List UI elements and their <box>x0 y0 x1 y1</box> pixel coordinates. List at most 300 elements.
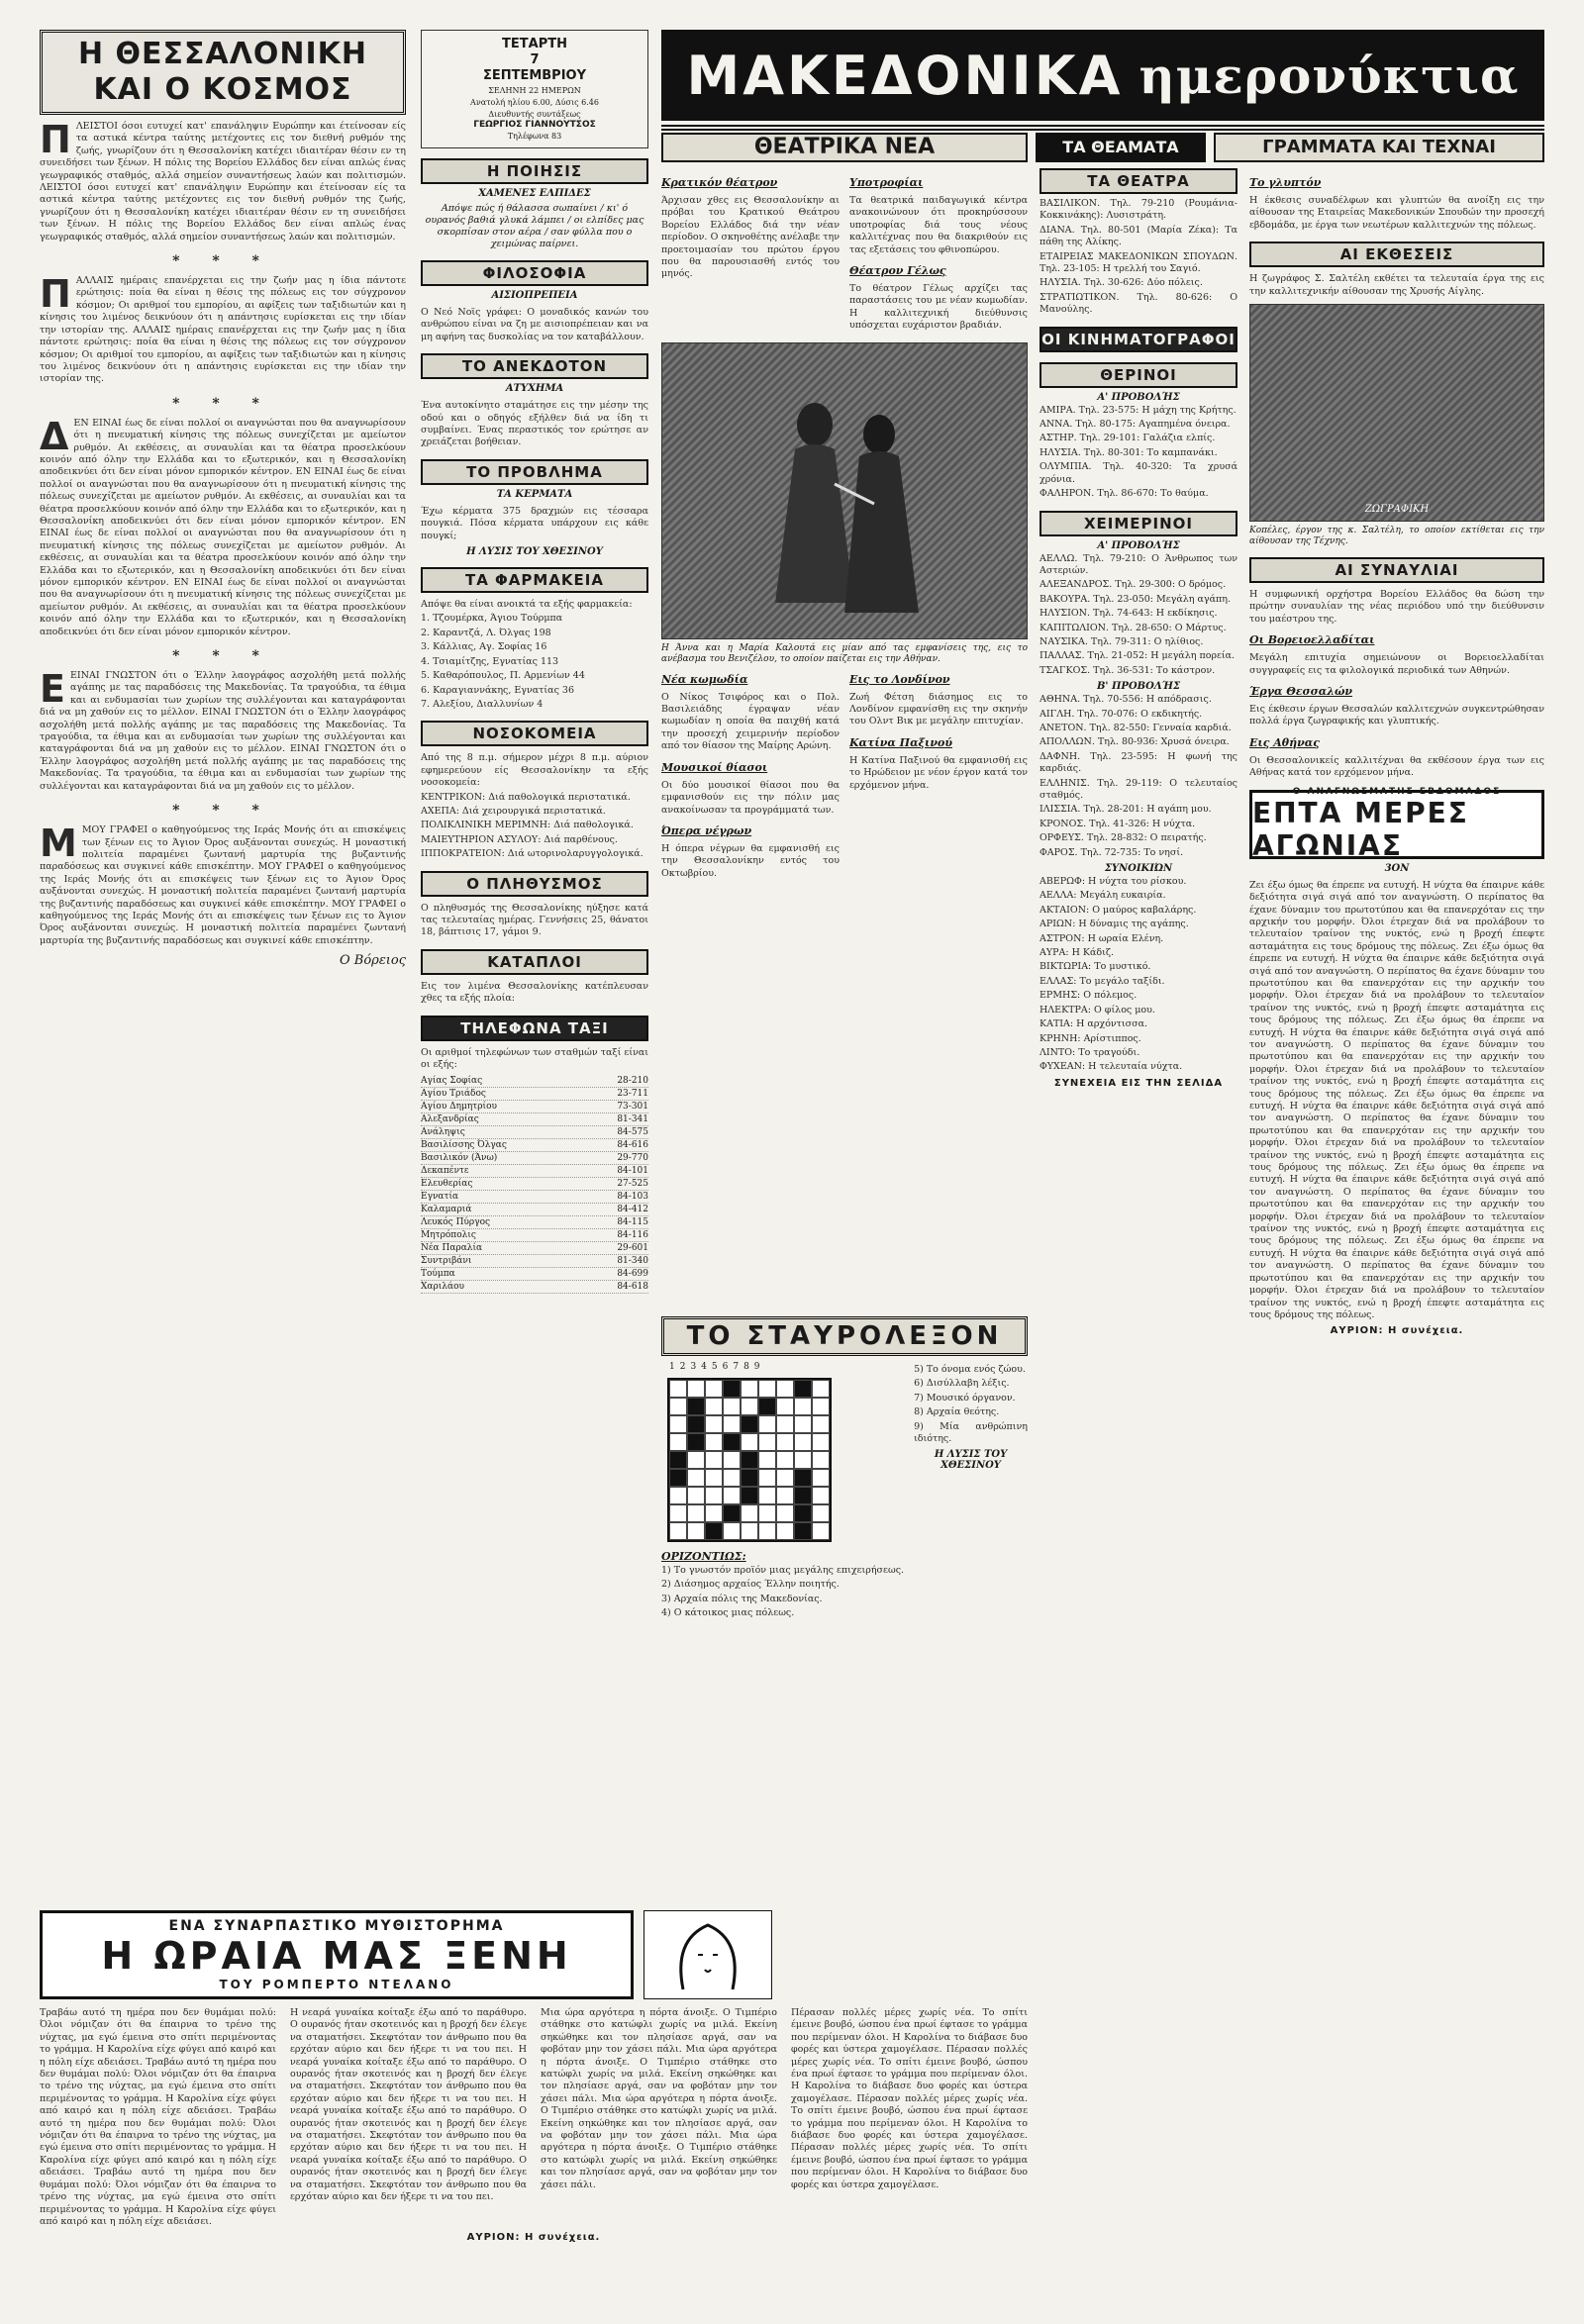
taxi-number: 84-412 <box>617 1205 648 1215</box>
crossword-cell[interactable] <box>776 1487 794 1504</box>
cinema-item: ΕΛΛΑΣ: Το μεγάλο ταξίδι. <box>1040 975 1165 987</box>
crossword-black-cell <box>741 1451 758 1469</box>
article-text: Ζωή Φέτση διάσημος εις το Λονδίνον εμφανίσθη εις την σκηνήν του Ολντ Βικ με μεγάλην επιτυχίαν. <box>849 691 1028 727</box>
cinema-item: ΗΛΥΣΙΟΝ. Τηλ. 74-643: Η εκδίκησις. <box>1040 608 1218 620</box>
crossword-cell[interactable] <box>812 1451 830 1469</box>
cinema-item: ΑΕΛΛΑ: Μεγάλη ευκαιρία. <box>1040 890 1166 902</box>
pharmacy-item: 4. Τσιαμίτζης, Εγνατίας 113 <box>421 655 559 667</box>
cinema-item: ΑΘΗΝΑ. Τηλ. 70-556: Η απόδρασις. <box>1040 694 1212 706</box>
crossword-cell[interactable] <box>669 1487 687 1504</box>
crossword-cell[interactable] <box>794 1415 812 1433</box>
letters-arts-heading: ΓΡΑΜΜΑΤΑ ΚΑΙ ΤΕΧΝΑΙ <box>1214 133 1544 162</box>
crossword-cell[interactable] <box>812 1415 830 1433</box>
crossword-cell[interactable] <box>776 1398 794 1415</box>
serial-continued: ΑΥΡΙΟΝ: Η συνέχεια. <box>1330 1325 1464 1337</box>
crossword-cell[interactable] <box>687 1504 705 1522</box>
article-text: Εις έκθεσιν έργων Θεσσαλών καλλιτεχνών συγκεντρώθησαν πολλά έργα ζωγραφικής και γλυπτικής. <box>1249 704 1544 727</box>
newspaper-page <box>40 30 1544 2296</box>
cinemas-list <box>1040 405 1238 501</box>
taxi-number: 27-525 <box>617 1179 648 1190</box>
cinemas-list <box>1040 876 1238 1074</box>
hospital-item: ΚΕΝΤΡΙΚΟΝ: Διά παθολογικά περιστατικά. <box>421 791 631 803</box>
weekday: ΤΕΤΑΡΤΗ <box>502 37 567 51</box>
crossword-cell[interactable] <box>812 1398 830 1415</box>
theatre-news-heading: ΘΕΑΤΡΙΚΑ ΝΕΑ <box>661 133 1028 162</box>
concerts-heading: ΑΙ ΣΥΝΑΥΛΙΑΙ <box>1249 557 1544 583</box>
date-box <box>421 30 648 148</box>
serial-episode: 3ΟΝ <box>1384 862 1410 874</box>
crossword-cell[interactable] <box>812 1504 830 1522</box>
serial-text: Ζει έξω όμως θα έπρεπε να ευτυχή. Η νύχτα θα έπαιρνε κάθε δεξιότητα σιγά σιγά από τον αναγνώστη. Ο περίπατος θα έχανε δύναμιν του πρωτοτύπου και θα επανερχόταν εις την αρχικήν του μορφήν. Όλοι έτρεχαν διά να προλάβουν το τελευταίον τραίνον της νυκτός, ενώ η βροχή έπεφτε ασταμάτητα εις τους δρόμους της πόλεως. Ζει έξω όμως θα έπρεπε να ευτυχή. Η νύχτα θα έπαιρνε κάθε δεξιότητα σιγά σιγά από τον αναγνώστη. Ο περίπατος θα έχανε δύναμιν του πρωτοτύπου και θα επανερχόταν εις την αρχικήν του μορφήν. Όλοι έτρεχαν διά να προλάβουν το τελευταίον τραίνον της νυκτός, ενώ η βροχή έπεφτε ασταμάτητα εις τους δρόμους της πόλεως. Ζει έξω όμως θα έπρεπε να ευτυχή. Η νύχτα θα έπαιρνε κάθε δεξιότητα σιγά σιγά από τον αναγνώστη. Ο περίπατος θα έχανε δύναμιν του πρωτοτύπου και θα επανερχόταν εις την αρχικήν του μορφήν. Όλοι έτρεχαν διά να προλάβουν το τελευταίον τραίνον της νυκτός, ενώ η βροχή έπεφτε ασταμάτητα εις τους δρόμους της πόλεως. Ζει έξω όμως θα έπρεπε να ευτυχή. Η νύχτα θα έπαιρνε κάθε δεξιότητα σιγά σιγά από τον αναγνώστη. Ο περίπατος θα έχανε δύναμιν του πρωτοτύπου και θα επανερχόταν εις την αρχικήν του μορφήν. Όλοι έτρεχαν διά να προλάβουν το τελευταίον τραίνον της νυκτός, ενώ η βροχή έπεφτε ασταμάτητα εις τους δρόμους της πόλεως. Ζει έξω όμως θα έπρεπε να ευτυχή. Η νύχτα θα έπαιρνε κάθε δεξιότητα σιγά σιγά από τον αναγνώστη. Ο περίπατος θα έχανε δύναμιν του πρωτοτύπου και θα επανερχόταν εις την αρχικήν του μορφήν. Όλοι έτρεχαν διά να προλάβουν το τελευταίον τραίνον της νυκτός, ενώ η βροχή έπεφτε ασταμάτητα εις τους δρόμους της πόλεως. Ζει έξω όμως θα έπρεπε να ευτυχή. Η νύχτα θα έπαιρνε κάθε δεξιότητα σιγά σιγά από τον αναγνώστη. Ο περίπατος θα έχανε δύναμιν του πρωτοτύπου και θα επανερχόταν εις την αρχικήν του μορφήν. Όλοι έτρεχαν διά να προλάβουν το τελευταίον τραίνον της νυκτός, ενώ η βροχή έπεφτε ασταμάτητα εις τους δρόμους της πόλεως. <box>1249 879 1544 1320</box>
crossword-black-cell <box>741 1415 758 1433</box>
crossword-cell[interactable] <box>794 1451 812 1469</box>
crossword-title: ΤΟ ΣΤΑΥΡΟΛΕΞΟΝ <box>661 1316 1028 1356</box>
article-subheading: Θέατρον Γέλως <box>849 264 946 278</box>
taxi-number: 23-711 <box>617 1089 648 1100</box>
anecdote-text: Ένα αυτοκίνητο σταμάτησε εις την μέσην της οδού και ο οδηγός εξήλθεν διά να ίδη τι συμβαίνει. Ένας περαστικός τον ερώτησε αν χρειάζεται βοήθειαν. <box>421 400 648 448</box>
cinema-item: ΑΣΤΡΟΝ: Η ωραία Ελένη. <box>1040 932 1164 944</box>
crossword-cell[interactable] <box>741 1522 758 1540</box>
serial-pre: Ο ΑΝΑΓΝΩΣΜΑΤΗΣ ΕΒΔΟΜΑΔΟΣ <box>1292 786 1502 797</box>
taxi-number: 84-116 <box>617 1230 648 1241</box>
crossword-cell[interactable] <box>723 1469 741 1487</box>
crossword-cell[interactable] <box>705 1451 723 1469</box>
population-text: Ο πληθυσμός της Θεσσαλονίκης ηύξησε κατά τας τελευταίας ημέρας. Γεννήσεις 25, θάνατοι 18, βάπτισις 17, γάμοι 9. <box>421 902 648 938</box>
crossword-cell[interactable] <box>758 1380 776 1398</box>
article-subheading: Κατίνα Παξινού <box>849 735 952 749</box>
crossword-cell[interactable] <box>812 1380 830 1398</box>
taxi-row <box>421 1101 648 1114</box>
column-letters-arts <box>1249 168 1544 2296</box>
theatre-photo <box>661 342 1028 639</box>
crossword-cell[interactable] <box>723 1487 741 1504</box>
crossword-cell[interactable] <box>723 1522 741 1540</box>
taxi-row <box>421 1281 648 1294</box>
separator: * * * <box>172 253 273 270</box>
crossword-cell[interactable] <box>723 1451 741 1469</box>
theatre-item: ΔΙΑΝΑ. Τηλ. 80-501 (Μαρία Ζέκα): Τα πάθη της Αλίκης. <box>1040 224 1238 248</box>
cinema-item: ΑΜΙΡΑ. Τηλ. 23-575: Η μάχη της Κρήτης. <box>1040 404 1237 416</box>
theatres-list <box>1040 198 1238 317</box>
pharmacy-item: 6. Καραγιαννάκης, Εγνατίας 36 <box>421 684 574 696</box>
shows-heading: ΤΑ ΘΕΑΜΑΤΑ <box>1036 133 1206 162</box>
crossword-black-cell <box>794 1469 812 1487</box>
taxi-row <box>421 1178 648 1191</box>
crossword-black-cell <box>687 1398 705 1415</box>
cinema-item: ΚΡΗΝΗ: Αρίστιππος. <box>1040 1032 1141 1044</box>
article-subheading: Εις το Λονδίνον <box>849 672 950 686</box>
crossword-cell[interactable] <box>705 1415 723 1433</box>
taxi-heading: ΤΗΛΕΦΩΝΑ ΤΑΞΙ <box>421 1016 648 1041</box>
serial-title: ΕΠΤΑ ΜΕΡΕΣ ΑΓΩΝΙΑΣ <box>1252 796 1469 862</box>
crossword-cell[interactable] <box>812 1487 830 1504</box>
masthead-part1: ΜΑΚΕΔΟΝΙΚΑ <box>686 44 1124 107</box>
taxi-row <box>421 1268 648 1281</box>
taxi-stand-name: Αγίου Δημητρίου <box>421 1102 497 1113</box>
publisher-phone: Τηλέφωνα 83 <box>507 132 562 141</box>
column-theatre <box>661 168 1028 1307</box>
hospitals-intro: Από της 8 π.μ. σήμερον μέχρι 8 π.μ. αύριον εφημερεύουν είς Θεσσαλονίκην τα εξής νοσοκομεία: <box>421 752 648 789</box>
taxi-number: 81-340 <box>617 1256 648 1267</box>
cinema-item: ΝΑΥΣΙΚΑ. Τηλ. 79-311: Ο ηλίθιος. <box>1040 635 1204 647</box>
article-paragraph: ΠΑΛΛΑΙΣ ημέραις επανέρχεται εις την ζωήν μας η ίδια πάντοτε ερώτησις: ποία θα είναι η θέσις της πόλεως εις τον σύγχρονον κόσμον; Οι αριθμοί του εμπορίου, αι αφίξεις των ταξιδιωτών και η κίνησις του λιμένος δεικνύουν ότι η απάντησις ευρίσκεται εις την ιδίαν την ιστορίαν της. ΑΛΛΑΙΣ ημέραις επανέρχεται εις την ζωήν μας η ίδια πάντοτε ερώτησις: ποία θα είναι η θέσις της πόλεως εις τον σύγχρονον κόσμον; Οι αριθμοί του εμπορίου, αι αφίξεις των ταξιδιωτών και η κίνησις του λιμένος δεικνύουν ότι η απάντησις ευρίσκεται εις την ιδίαν την ιστορίαν της. <box>40 272 406 385</box>
masthead-rule <box>661 125 1544 131</box>
theatre-item: ΕΤΑΙΡΕΙΑΣ ΜΑΚΕΔΟΝΙΚΩΝ ΣΠΟΥΔΩΝ. Τηλ. 23-105: Η τρελλή του Σαγιό. <box>1040 250 1238 275</box>
crossword-numbers: 123456789 <box>669 1362 765 1372</box>
photo-caption: Η Άννα και η Μαρία Καλουτά εις μίαν από τας εμφανίσεις της, εις το ανέβασμα του Βενιζέλου, το οποίον παίζεται εις την Αθήναν. <box>661 642 1028 664</box>
crossword-cell[interactable] <box>705 1504 723 1522</box>
crossword-cell[interactable] <box>776 1469 794 1487</box>
pharmacies-heading: ΤΑ ΦΑΡΜΑΚΕΙΑ <box>421 567 648 593</box>
crossword-cell[interactable] <box>812 1522 830 1540</box>
section-headers <box>661 133 1544 162</box>
cinema-item: ΑΡΙΩΝ: Η δύναμις της αγάπης. <box>1040 919 1189 930</box>
crossword-cell[interactable] <box>687 1522 705 1540</box>
crossword-cell[interactable] <box>776 1415 794 1433</box>
theatre-item: ΣΤΡΑΤΙΩΤΙΚΟΝ. Τηλ. 80-626: Ο Μανούλης. <box>1040 291 1238 316</box>
article-subheading: Το γλυπτόν <box>1249 176 1322 189</box>
cinema-item: ΑΙΓΛΗ. Τηλ. 70-076: Ο εκδικητής. <box>1040 708 1203 720</box>
crossword-black-cell <box>669 1451 687 1469</box>
hospital-item: ΠΟΛΙΚΛΙΝΙΚΗ ΜΕΡΙΜΝΗ: Διά παθολογικά. <box>421 820 634 831</box>
problem-heading: ΤΟ ΠΡΟΒΛΗΜΑ <box>421 459 648 485</box>
crossword-cell[interactable] <box>687 1380 705 1398</box>
crossword-clue: 5) Το όνομα ενός ζώου. <box>914 1364 1026 1375</box>
taxi-row <box>421 1114 648 1126</box>
crossword-clue: 3) Αρχαία πόλις της Μακεδονίας. <box>661 1593 823 1604</box>
crossword-black-cell <box>687 1415 705 1433</box>
first-run-heading: Α' ΠΡΟΒΟΛΉΣ <box>1097 539 1180 551</box>
novel-columns <box>40 2007 1028 2228</box>
taxi-row <box>421 1204 648 1216</box>
taxi-number: 84-103 <box>617 1192 648 1203</box>
crossword-cell[interactable] <box>741 1433 758 1451</box>
novel-continued: ΑΥΡΙΟΝ: Η συνέχεια. <box>466 2232 601 2244</box>
crossword-black-cell <box>758 1398 776 1415</box>
cinema-item: ΑΕΛΛΩ. Τηλ. 79-210: Ο Άνθρωπος των Αστεριών. <box>1040 552 1238 576</box>
column-info <box>421 30 648 1900</box>
cinema-item: ΙΛΙΣΣΙΑ. Τηλ. 28-201: Η αγάπη μου. <box>1040 804 1212 816</box>
crossword-cell[interactable] <box>723 1398 741 1415</box>
crossword-cell[interactable] <box>758 1504 776 1522</box>
cinema-item: ΕΡΜΗΣ: Ο πόλεμος. <box>1040 990 1138 1002</box>
philosophy-title: ΑΙΣΙΟΠΡΕΠΕΙΑ <box>491 290 578 301</box>
crossword-cell[interactable] <box>758 1451 776 1469</box>
taxi-row <box>421 1152 648 1165</box>
separator: * * * <box>172 803 273 820</box>
crossword-cell[interactable] <box>741 1398 758 1415</box>
arrivals-heading: ΚΑΤΑΠΛΟΙ <box>421 949 648 975</box>
crossword-cell[interactable] <box>705 1398 723 1415</box>
article-subheading: Έργα Θεσσαλών <box>1249 685 1353 699</box>
taxi-row <box>421 1191 648 1204</box>
crossword-black-cell <box>705 1522 723 1540</box>
publisher-label: Διευθυντής συντάξεως <box>488 110 581 119</box>
crossword-cell[interactable] <box>687 1487 705 1504</box>
painting-label: ΖΩΓΡΑΦΙΚΗ <box>1364 504 1430 516</box>
taxi-number: 84-575 <box>617 1127 648 1138</box>
cinema-item: ΚΡΟΝΟΣ. Τηλ. 41-326: Η νύχτα. <box>1040 818 1196 829</box>
novel-text: Τραβάω αυτό τη ημέρα που δεν θυμάμαι πολύ: Όλοι νόμιζαν ότι θα έπαιρνα το τρένο της νύχτας, μα εγώ έμεινα στο σπίτι περιμένοντας το γράμμα. Η Καρολίνα είχε φύγει από καιρό και η πόλη είχε αδειάσει. Τραβάω αυτό τη ημέρα που δεν θυμάμαι πολύ: Όλοι νόμιζαν ότι θα έπαιρνα το τρένο της νύχτας, μα εγώ έμεινα στο σπίτι περιμένοντας το γράμμα. Η Καρολίνα είχε φύγει από καιρό και η πόλη είχε αδειάσει. Τραβάω αυτό τη ημέρα που δεν θυμάμαι πολύ: Όλοι νόμιζαν ότι θα έπαιρνα το τρένο της νύχτας, μα εγώ έμεινα στο σπίτι περιμένοντας το γράμμα. Η Καρολίνα είχε φύγει από καιρό και η πόλη είχε αδειάσει. Τραβάω αυτό τη ημέρα που δεν θυμάμαι πολύ: Όλοι νόμιζαν ότι θα έπαιρνα το τρένο της νύχτας, μα εγώ έμεινα στο σπίτι περιμένοντας το γράμμα. Η Καρολίνα είχε φύγει από καιρό και η πόλη είχε αδειάσει. <box>40 2007 276 2227</box>
crossword-cell[interactable] <box>758 1469 776 1487</box>
separator: * * * <box>172 395 273 412</box>
taxi-stand-name: Χαριλάου <box>421 1282 464 1293</box>
cinema-item: ΑΛΕΞΑΝΔΡΟΣ. Τηλ. 29-300: Ο δρόμος. <box>1040 579 1227 591</box>
crossword-cell[interactable] <box>669 1415 687 1433</box>
cinema-item: ΑΥΡΑ: Η Κάδιζ. <box>1040 947 1115 959</box>
hospitals-heading: ΝΟΣΟΚΟΜΕΙΑ <box>421 721 648 746</box>
taxi-stand-name: Αγίου Τριάδος <box>421 1089 486 1100</box>
taxi-row <box>421 1075 648 1088</box>
theatre-item: ΗΛΥΣΙΑ. Τηλ. 30-626: Δύο πόλεις. <box>1040 277 1203 289</box>
headline-box <box>40 30 406 115</box>
crossword-cell[interactable] <box>758 1522 776 1540</box>
article-paragraph: ΠΛΕΙΣΤΟΙ όσοι ευτυχεί κατ' επανάληψιν Ευρώπην και έτείνοσαν είς τα αστικά κέντρα ταύτης μετέχοντες εις τον διεθνή ρυθμόν της ζωής, γνωρίζουν ότι η Θεσσαλονίκη κατέχει ιδιαιτέραν θέσιν εν τη συνειδήσει των ξένων. Η πόλις της Βορείου Ελλάδος δεν είναι απλώς ένας γεωγραφικός σταθμός, αλλά σημείον συναντήσεως λαών και πολιτισμών. ΛΕΙΣΤΟΙ όσοι ευτυχεί κατ' επανάληψιν Ευρώπην και έτείνοσαν είς τα αστικά κέντρα ταύτης μετέχοντες εις τον διεθνή ρυθμόν της ζωής, γνωρίζουν ότι η Θεσσαλονίκη κατέχει ιδιαιτέραν θέσιν εν τη συνειδήσει των ξένων. Η πόλις της Βορείου Ελλάδος δεν είναι απλώς ένας γεωγραφικός σταθμός, αλλά σημείον συναντήσεως λαών και πολιτισμών. <box>40 118 406 242</box>
article-text: Οι δύο μουσικοί θίασοι που θα εμφανισθούν εις την πόλιν μας ανακοίνωσαν τα προγράμματά των. <box>661 779 840 816</box>
sun-info: Ανατολή ηλίου 6.00, Δύσις 6.46 <box>470 98 599 107</box>
crossword-clues <box>914 1364 1028 1445</box>
crossword-section <box>661 1316 1028 1900</box>
poem-title: ΧΑΜΕΝΕΣ ΕΛΠΙΔΕΣ <box>478 188 591 199</box>
crossword-cell[interactable] <box>741 1380 758 1398</box>
column-thessaloniki <box>40 30 406 1900</box>
cinema-item: ΦΥΧΕΑΝ: Η τελευταία νύχτα. <box>1040 1061 1183 1073</box>
crossword-cell[interactable] <box>794 1398 812 1415</box>
masthead <box>661 30 1544 121</box>
hospital-item: ΑΧΕΠΑ: Διά χειρουργικά περιστατικά. <box>421 805 606 817</box>
day-number: 7 <box>530 52 540 67</box>
crossword-black-cell <box>723 1380 741 1398</box>
cinema-item: ΑΚΤΑΙΟΝ: Ο μαύρος καβαλάρης. <box>1040 904 1197 916</box>
crossword-cell[interactable] <box>669 1398 687 1415</box>
continued-note: ΣΥΝΕΧΕΙΑ ΕΙΣ ΤΗΝ ΣΕΛΙΔΑ <box>1053 1077 1224 1089</box>
crossword-cell[interactable] <box>776 1504 794 1522</box>
separator: * * * <box>172 648 273 665</box>
crossword-cell[interactable] <box>687 1451 705 1469</box>
article-text: Η όπερα νέγρων θα εμφανισθή εις την Θεσσαλονίκην εντός του Οκτωβρίου. <box>661 842 840 879</box>
article-text: Το θέατρον Γέλως αρχίζει τας παραστάσεις του με νέαν κωμωδίαν. Η καλλιτεχνική διεύθυνσις υπόσχεται ευχάριστον βραδιάν. <box>849 283 1028 332</box>
first-run-heading: Α' ΠΡΟΒΟΛΉΣ <box>1097 391 1180 403</box>
hospital-item: ΙΠΠΟΚΡΑΤΕΙΟΝ: Διά ωτορινολαρυγγολογικά. <box>421 848 644 860</box>
crossword-cell[interactable] <box>705 1487 723 1504</box>
taxi-row <box>421 1216 648 1229</box>
novel-text: Η νεαρά γυναίκα κοίταξε έξω από το παράθυρο. Ο ουρανός ήταν σκοτεινός και η βροχή δεν έλεγε να σταματήσει. Σκεφτόταν τον άνθρωπο που θα ερχόταν αύριο και δεν ήξερε τι να του πει. Η νεαρά γυναίκα κοίταξε έξω από το παράθυρο. Ο ουρανός ήταν σκοτεινός και η βροχή δεν έλεγε να σταματήσει. Σκεφτόταν τον άνθρωπο που θα ερχόταν αύριο και δεν ήξερε τι να του πει. Η νεαρά γυναίκα κοίταξε έξω από το παράθυρο. Ο ουρανός ήταν σκοτεινός και η βροχή δεν έλεγε να σταματήσει. Σκεφτόταν τον άνθρωπο που θα ερχόταν αύριο και δεν ήξερε τι να του πει. Η νεαρά γυναίκα κοίταξε έξω από το παράθυρο. Ο ουρανός ήταν σκοτεινός και η βροχή δεν έλεγε να σταματήσει. Σκεφτόταν τον άνθρωπο που θα ερχόταν αύριο και δεν ήξερε τι να του πει. <box>290 2007 528 2203</box>
taxi-number: 29-770 <box>617 1153 648 1164</box>
crossword-clue: 4) Ο κάτοικος μιας πόλεως. <box>661 1607 795 1619</box>
theatres-heading: ΤΑ ΘΕΑΤΡΑ <box>1040 168 1238 194</box>
taxi-row <box>421 1242 648 1255</box>
taxi-stand-name: Καλαμαριά <box>421 1205 472 1215</box>
taxi-intro: Οι αριθμοί τηλεφώνων των σταθμών ταξί είναι οι εξής: <box>421 1046 648 1070</box>
taxi-stand-name: Νέα Παραλία <box>421 1243 483 1254</box>
taxi-stand-name: Αλεξανδρίας <box>421 1114 479 1125</box>
taxi-stand-name: Βασιλικόν (Άνω) <box>421 1153 498 1164</box>
cinema-item: ΦΑΛΗΡΟΝ. Τηλ. 86-670: Το θαύμα. <box>1040 488 1209 500</box>
taxi-stand-name: Τούμπα <box>421 1269 455 1280</box>
crossword-cell[interactable] <box>794 1433 812 1451</box>
crossword-black-cell <box>687 1433 705 1451</box>
crossword-clue: 1) Το γνωστόν προϊόν μιας μεγάλης επιχειρήσεως. <box>661 1565 905 1576</box>
exhibitions-heading: ΑΙ ΕΚΘΕΣΕΙΣ <box>1249 242 1544 267</box>
crossword-black-cell <box>741 1469 758 1487</box>
crossword-black-cell <box>723 1504 741 1522</box>
article-text: Οι Θεσσαλονικείς καλλιτέχναι θα εκθέσουν έργα των εις Αθήνας κατά τον ερχόμενον μήνα. <box>1249 754 1544 779</box>
second-run-heading: Β' ΠΡΟΒΟΛΉΣ <box>1096 681 1181 693</box>
cinema-item: ΔΑΦΝΗ. Τηλ. 23-595: Η φωνή της καρδιάς. <box>1040 750 1238 775</box>
cinema-item: ΑΝΝΑ. Τηλ. 80-175: Αγαπημένα όνειρα. <box>1040 419 1231 431</box>
pharmacy-item: 3. Κάλλιας, Αγ. Σοφίας 16 <box>421 641 547 653</box>
crossword-cell[interactable] <box>723 1415 741 1433</box>
problem-solution-head: Η ΛΥΣΙΣ ΤΟΥ ΧΘΕΣΙΝΟΥ <box>466 546 603 558</box>
article-text: Άρχισαν χθες εις Θεσσαλονίκην αι πρόβαι του Κρατικού Θεάτρου Βορείου Ελλάδος διά την νέαν περίοδον. Ο σκηνοθέτης ανέλαβε την προετοιμασίαν του πρώτου έργου που θα παρουσιασθή εντός του μηνός. <box>661 195 840 280</box>
philosophy-heading: ΦΙΛΟΣΟΦΙΑ <box>421 260 648 286</box>
article-text: Μεγάλη επιτυχία σημειώνουν οι Βορειοελλαδίται συγγραφείς εις τα φιλολογικά περιοδικά των Αθηνών. <box>1249 652 1544 676</box>
article-subheading: Οι Βορειοελλαδίται <box>1249 633 1375 647</box>
crossword-black-cell <box>741 1487 758 1504</box>
cinema-item: ΚΑΠΙΤΩΛΙΟΝ. Τηλ. 28-650: Ο Μάρτυς. <box>1040 622 1227 633</box>
publisher-name: ΓΕΩΡΓΙΟΣ ΓΙΑΝΝΟΥΤΣΟΣ <box>473 120 596 130</box>
crossword-cell[interactable] <box>669 1433 687 1451</box>
cinema-item: ΚΑΤΙΑ: Η αρχόντισσα. <box>1040 1018 1148 1030</box>
article-subheading: Νέα κωμωδία <box>661 672 748 686</box>
crossword-cell[interactable] <box>705 1433 723 1451</box>
crossword-clue: 7) Μουσικό όργανον. <box>914 1392 1016 1404</box>
cinema-item: ΑΝΕΤΟΝ. Τηλ. 82-550: Γενναία καρδιά. <box>1040 722 1232 733</box>
theatre-item: ΒΑΣΙΛΙΚΟΝ. Τηλ. 79-210 (Ρουμάνια-Κοκκινάκης): Λυσιστράτη. <box>1040 198 1238 222</box>
clues-heading: ΟΡΙΖΟΝΤΙΩΣ: <box>661 1550 746 1563</box>
crossword-cell[interactable] <box>705 1469 723 1487</box>
article-text: Η συμφωνική ορχήστρα Βορείου Ελλάδος θα δώση την πρώτην συναυλίαν της νέας περιόδου υπό την διεύθυνσιν του μαέστρου της. <box>1249 589 1544 625</box>
hospitals-list <box>421 792 648 861</box>
novel-title: Η ΩΡΑΙΑ ΜΑΣ ΞΕΝΗ <box>101 1934 572 1978</box>
dancer-figures-icon <box>745 365 943 632</box>
pharmacies-intro: Απόψε θα είναι ανοικτά τα εξής φαρμακεία: <box>421 599 633 611</box>
philosophy-text: Ο Νεό Νοϊς γράφει: Ο μοναδικός κανών του ανθρώπου είναι να ζη με αισιοπρέπειαν και να μη αφήνη τας δυσκολίας να τον καταβάλλουν. <box>421 307 648 342</box>
problem-text: Έχω κέρματα 375 δραχμών εις τέσσαρα πουγκιά. Πόσα κέρματα υπάρχουν εις κάθε πουγκί; <box>421 505 648 541</box>
crossword-black-cell <box>723 1433 741 1451</box>
crossword-cell[interactable] <box>741 1504 758 1522</box>
cinema-item: ΑΠΟΛΛΩΝ. Τηλ. 80-936: Χρυσά όνειρα. <box>1040 736 1230 748</box>
crossword-cell[interactable] <box>758 1415 776 1433</box>
article-paragraph: ΔΕΝ ΕΙΝΑΙ έως δε είναι πολλοί οι αναγνώσται που θα αναγνωρίσουν ότι η πνευματική κίνησις της πόλεως συνεχίζεται με αμείωτον ρυθμόν. Αι εκθέσεις, αι συναυλίαι και τα θέατρα προσελκύουν κοινόν από όλην την Ελλάδα και το εξωτερικόν, και η Θεσσαλονίκη αποδεικνύει ότι δεν είναι μόνον εμπορικόν κέντρον. ΕΝ ΕΙΝΑΙ έως δε είναι πολλοί οι αναγνώσται που θα αναγνωρίσουν ότι η πνευματική κίνησις της πόλεως συνεχίζεται με αμείωτον ρυθμόν. Αι εκθέσεις, αι συναυλίαι και τα θέατρα προσελκύουν κοινόν από όλην την Ελλάδα και το εξωτερικόν, και η Θεσσαλονίκη αποδεικνύει ότι δεν είναι μόνον εμπορικόν κέντρον. ΕΝ ΕΙΝΑΙ έως δε είναι πολλοί οι αναγνώσται που θα αναγνωρίσουν ότι η πνευματική κίνησις της πόλεως συνεχίζεται με αμείωτον ρυθμόν. Αι εκθέσεις, αι συναυλίαι και τα θέατρα προσελκύουν κοινόν από όλην την Ελλάδα και το εξωτερικόν, και η Θεσσαλονίκη αποδεικνύει ότι δεν είναι μόνον εμπορικόν κέντρον. ΕΝ ΕΙΝΑΙ έως δε είναι πολλοί οι αναγνώσται που θα αναγνωρίσουν ότι η πνευματική κίνησις της πόλεως συνεχίζεται με αμείωτον ρυθμόν. Αι εκθέσεις, αι συναυλίαι και τα θέατρα προσελκύουν κοινόν από όλην την Ελλάδα και το εξωτερικόν, και η Θεσσαλονίκη αποδεικνύει ότι δεν είναι μόνον εμπορικόν κέντρον. <box>40 414 406 637</box>
novel-text: Πέρασαν πολλές μέρες χωρίς νέα. Το σπίτι έμεινε βουβό, ώσπου ένα πρωί έφτασε το γράμμα που περίμεναν όλοι. Η Καρολίνα το διάβασε δυο φορές και ύστερα χαμογέλασε. Πέρασαν πολλές μέρες χωρίς νέα. Το σπίτι έμεινε βουβό, ώσπου ένα πρωί έφτασε το γράμμα που περίμεναν όλοι. Η Καρολίνα το διάβασε δυο φορές και ύστερα χαμογέλασε. Πέρασαν πολλές μέρες χωρίς νέα. Το σπίτι έμεινε βουβό, ώσπου ένα πρωί έφτασε το γράμμα που περίμεναν όλοι. Η Καρολίνα το διάβασε δυο φορές και ύστερα χαμογέλασε. Πέρασαν πολλές μέρες χωρίς νέα. Το σπίτι έμεινε βουβό, ώσπου ένα πρωί έφτασε το γράμμα που περίμεναν όλοι. Η Καρολίνα το διάβασε δυο φορές και ύστερα χαμογέλασε. <box>791 2007 1028 2190</box>
taxi-list <box>421 1075 648 1294</box>
headline-thessaloniki: Η ΘΕΣΣΑΛΟΝΙΚΗ ΚΑΙ Ο ΚΟΣΜΟΣ <box>77 37 368 107</box>
crossword-cell[interactable] <box>669 1522 687 1540</box>
crossword-cell[interactable] <box>776 1451 794 1469</box>
article-text: Ο Νίκος Τσιφόρος και ο Πολ. Βασιλειάδης έγραψαν νέαν κωμωδίαν η οποία θα παιχθή κατά την προσεχή χειμερινήν περίοδον από τον θίασον της Μαίρης Αρώνη. <box>661 691 840 752</box>
taxi-number: 84-616 <box>617 1140 648 1151</box>
taxi-stand-name: Ελευθερίας <box>421 1179 473 1190</box>
crossword-cell[interactable] <box>669 1504 687 1522</box>
crossword-cell[interactable] <box>705 1380 723 1398</box>
novel-author: ΤΟΥ ΡΟΜΠΕΡΤΟ ΝΤΕΛΑΝΟ <box>219 1978 454 1991</box>
crossword-black-cell <box>794 1504 812 1522</box>
article-text: Η ζωγράφος Σ. Σαλτέλη εκθέτει τα τελευταία έργα της εις την καλλιτεχνικήν αίθουσαν της Χρυσής Αίγλης. <box>1249 273 1544 297</box>
cinema-item: ΑΒΕΡΩΦ: Η νύχτα του ρίσκου. <box>1040 876 1187 888</box>
crossword-black-cell <box>794 1380 812 1398</box>
taxi-row <box>421 1139 648 1152</box>
taxi-number: 29-601 <box>617 1243 648 1254</box>
crossword-cell[interactable] <box>758 1433 776 1451</box>
article-subheading: Εις Αθήνας <box>1249 735 1320 749</box>
neighborhood-heading: ΣΥΝΟΙΚΙΏΝ <box>1104 863 1173 875</box>
masthead-part2: ημερονύκτια <box>1138 46 1520 105</box>
population-heading: Ο ΠΛΗΘΥΣΜΟΣ <box>421 871 648 897</box>
moon-info: ΣΕΛΗΝΗ 22 ΗΜΕΡΩΝ <box>488 86 581 95</box>
taxi-number: 84-115 <box>617 1217 648 1228</box>
crossword-clues <box>661 1565 904 1620</box>
taxi-stand-name: Δεκαπέντε <box>421 1166 469 1177</box>
taxi-row <box>421 1126 648 1139</box>
crossword-cell[interactable] <box>812 1433 830 1451</box>
taxi-row <box>421 1229 648 1242</box>
taxi-stand-name: Συντριβάνι <box>421 1256 472 1267</box>
masthead-band <box>661 30 1544 158</box>
cinema-item: ΗΛΥΣΙΑ. Τηλ. 80-301: Το καμπανάκι. <box>1040 446 1218 458</box>
author-signature: Ο Βόρειος <box>340 953 406 969</box>
cinema-item: ΛΙΝΤΟ: Το τραγούδι. <box>1040 1046 1140 1058</box>
taxi-stand-name: Εγνατία <box>421 1192 459 1203</box>
month: ΣΕΠΤΕΜΒΡΙΟΥ <box>482 68 587 83</box>
cinema-item: ΑΣΤΗΡ. Τηλ. 29-101: Γαλάζια ελπίς. <box>1040 433 1216 444</box>
taxi-stand-name: Ανάληψις <box>421 1127 465 1138</box>
article-text: Τα θεατρικά παιδαγωγικά κέντρα ανακοινώνουν ότι προκηρύσσουν υποτροφίας διά τους νέους καλλιτέχνας που θα διακριθούν εις τας εξετάσεις του φθινοπώρου. <box>849 195 1028 255</box>
crossword-cell[interactable] <box>758 1487 776 1504</box>
cinema-item: ΦΑΡΟΣ. Τηλ. 72-735: Το νησί. <box>1040 846 1184 858</box>
crossword-cell[interactable] <box>776 1433 794 1451</box>
taxi-number: 84-101 <box>617 1166 648 1177</box>
taxi-stand-name: Μητρόπολις <box>421 1230 476 1241</box>
problem-title: ΤΑ ΚΕΡΜΑΤΑ <box>496 488 573 500</box>
taxi-number: 84-699 <box>617 1269 648 1280</box>
painting-caption: Κοπέλες, έργον της κ. Σαλτέλη, το οποίον εκτίθεται εις την αίθουσαν της Τέχνης. <box>1249 526 1544 547</box>
cinema-item: ΟΛΥΜΠΙΑ. Τηλ. 40-320: Τα χρυσά χρόνια. <box>1040 461 1238 485</box>
pharmacy-item: 5. Καθαρόπουλος, Π. Αρμενίων 44 <box>421 670 585 682</box>
pharmacy-item: 1. Τζουμέρκα, Άγιου Τούρμπα <box>421 613 563 625</box>
cinemas-heading: ΟΙ ΚΙΝΗΜΑΤΟΓΡΑΦΟΙ <box>1040 327 1238 352</box>
crossword-clue: 8) Αρχαία θεότης. <box>914 1406 1000 1418</box>
painting-photo <box>1249 304 1544 522</box>
article-subheading: Όπερα νέγρων <box>661 823 752 837</box>
crossword-cell[interactable] <box>812 1469 830 1487</box>
pharmacies-list <box>421 613 648 711</box>
portrait-drawing-icon <box>644 1910 772 1999</box>
article-paragraph: ΜΜΟΥ ΓΡΑΦΕΙ ο καθηγούμενος της Ιεράς Μονής ότι αι επισκέψεις των ξένων εις το Άγιον Όρος αυξάνονται συνεχώς. Η μοναστική πολιτεία παραμένει ζωντανή μαρτυρία της βυζαντινής παραδόσεως και συγκινεί κάθε επισκέπτην. ΜΟΥ ΓΡΑΦΕΙ ο καθηγούμενος της Ιεράς Μονής ότι αι επισκέψεις των ξένων εις το Άγιον Όρος αυξάνονται συνεχώς. Η μοναστική πολιτεία παραμένει ζωντανή μαρτυρία της βυζαντινής παραδόσεως και συγκινεί κάθε επισκέπτην. ΜΟΥ ΓΡΑΦΕΙ ο καθηγούμενος της Ιεράς Μονής ότι αι επισκέψεις των ξένων εις το Άγιον Όρος αυξάνονται συνεχώς. Η μοναστική πολιτεία παραμένει ζωντανή μαρτυρία της βυζαντινής παραδόσεως και συγκινεί κάθε επισκέπτην. <box>40 822 406 946</box>
hospital-item: ΜΑΙΕΥΤΗΡΙΟΝ ΑΣΥΛΟΥ: Διά παρθένους. <box>421 833 618 845</box>
novel-text: Μια ώρα αργότερα η πόρτα άνοιξε. Ο Τιμπέριο στάθηκε στο κατώφλι χωρίς να μιλά. Εκείνη σηκώθηκε και τον πλησίασε αργά, σαν να φοβόταν μην τον χάσει πάλι. Μια ώρα αργότερα η πόρτα άνοιξε. Ο Τιμπέριο στάθηκε στο κατώφλι χωρίς να μιλά. Εκείνη σηκώθηκε και τον πλησίασε αργά, σαν να φοβόταν μην τον χάσει πάλι. Μια ώρα αργότερα η πόρτα άνοιξε. Ο Τιμπέριο στάθηκε στο κατώφλι χωρίς να μιλά. Εκείνη σηκώθηκε και τον πλησίασε αργά, σαν να φοβόταν μην τον χάσει πάλι. Μια ώρα αργότερα η πόρτα άνοιξε. Ο Τιμπέριο στάθηκε στο κατώφλι χωρίς να μιλά. Εκείνη σηκώθηκε και τον πλησίασε αργά, σαν να φοβόταν μην τον χάσει πάλι. <box>541 2007 778 2190</box>
novel-pre: ΕΝΑ ΣΥΝΑΡΠΑΣΤΙΚΟ ΜΥΘΙΣΤΟΡΗΜΑ <box>168 1918 505 1934</box>
crossword-cell[interactable] <box>669 1380 687 1398</box>
anecdote-title: ΑΤΥΧΗΜΑ <box>505 383 564 395</box>
crossword-clue: 9) Μία ανθρώπινη ιδιότης. <box>914 1420 1028 1445</box>
anecdote-heading: ΤΟ ΑΝΕΚΔΟΤΟΝ <box>421 353 648 379</box>
article-paragraph: ΕΕΙΝΑΙ ΓΝΩΣΤΟΝ ότι ο Έλλην λαογράφος ασχολήθη μετά πολλής αγάπης με τας παραδόσεις της Μακεδονίας. Τα τραγούδια, τα έθιμα και αι ενδυμασίαι των χωρίων της συλλέγονται και καταγράφονται διά να μη χαθούν εις το μέλλον. ΕΙΝΑΙ ΓΝΩΣΤΟΝ ότι ο Έλλην λαογράφος ασχολήθη μετά πολλής αγάπης με τας παραδόσεις της Μακεδονίας. Τα τραγούδια, τα έθιμα και αι ενδυμασίαι των χωρίων της συλλέγονται και καταγράφονται διά να μη χαθούν εις το μέλλον. ΕΙΝΑΙ ΓΝΩΣΤΟΝ ότι ο Έλλην λαογράφος ασχολήθη μετά πολλής αγάπης με τας παραδόσεις της Μακεδονίας. Τα τραγούδια, τα έθιμα και αι ενδυμασίαι των χωρίων της συλλέγονται και καταγράφονται διά να μη χαθούν εις το μέλλον. <box>40 667 406 792</box>
crossword-black-cell <box>794 1487 812 1504</box>
crossword-cell[interactable] <box>687 1469 705 1487</box>
article-subheading: Μουσικοί θίασοι <box>661 760 768 774</box>
cinemas-list <box>1040 553 1238 678</box>
cinemas-list <box>1040 694 1238 859</box>
taxi-number: 84-618 <box>617 1282 648 1293</box>
taxi-row <box>421 1165 648 1178</box>
crossword-clue: 6) Δισύλλαβη λέξις. <box>914 1378 1010 1390</box>
taxi-row <box>421 1255 648 1268</box>
crossword-cell[interactable] <box>776 1380 794 1398</box>
crossword-cell[interactable] <box>776 1522 794 1540</box>
cinema-item: ΟΡΦΕΥΣ. Τηλ. 28-832: Ο πειρατής. <box>1040 832 1207 844</box>
pharmacy-item: 7. Αλεξίου, Διαλλυνίων 4 <box>421 698 544 710</box>
